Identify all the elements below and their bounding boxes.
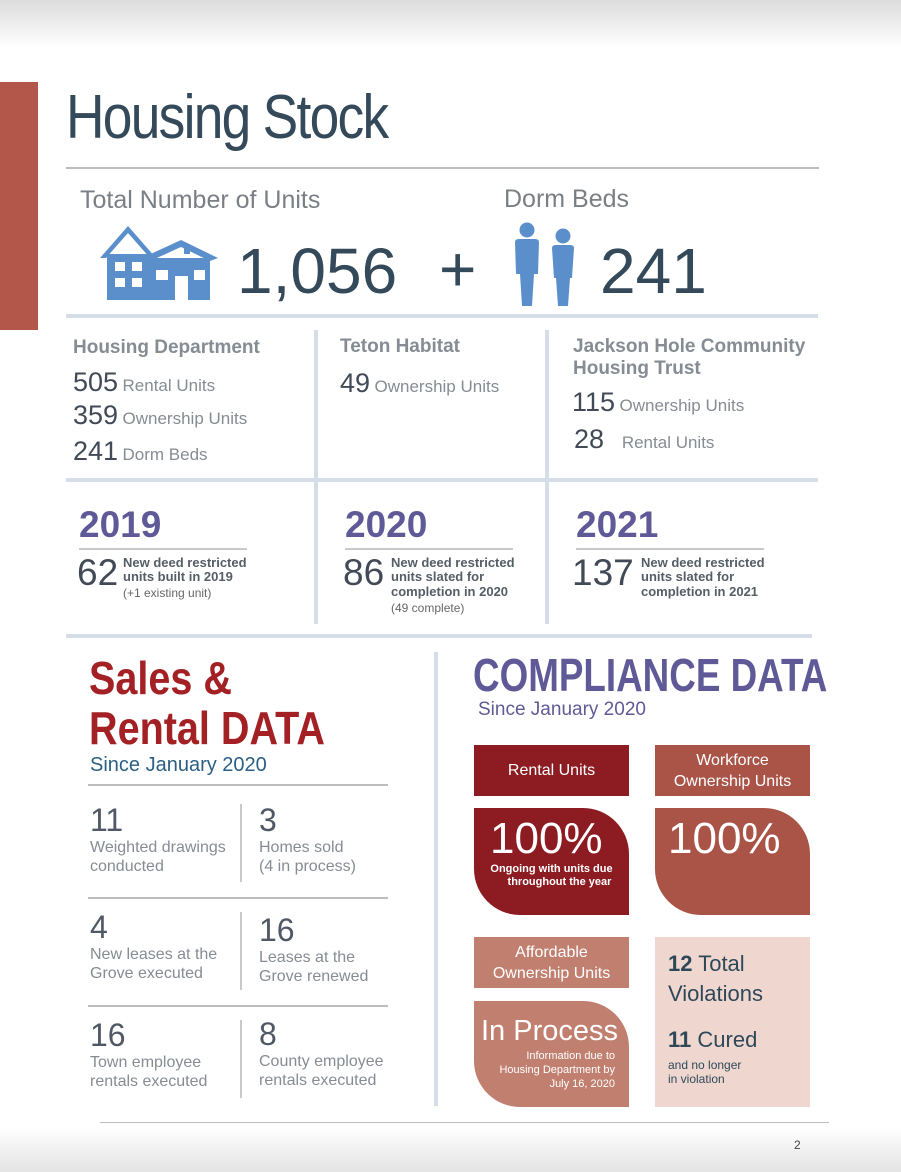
year-2021-number: 137 [572, 552, 634, 593]
total-units-value: 1,056 [237, 235, 398, 307]
teton-habitat-heading: Teton Habitat [340, 336, 460, 357]
sales-col-rule-3 [240, 1020, 242, 1098]
stat-number: 49 [340, 368, 371, 398]
accent-bar [0, 82, 38, 330]
year-2019-desc-2: units built in 2019 [123, 569, 233, 584]
year-2019-rule [79, 548, 247, 550]
violations-note-1: and no longer [668, 1058, 742, 1072]
year-2020-note: (49 complete) [391, 601, 465, 615]
stat-label: Dorm Beds [122, 445, 208, 464]
year-2021-desc-2: units slated for [641, 569, 735, 584]
house-icon [98, 224, 218, 302]
dorm-beds-label: Dorm Beds [504, 185, 630, 213]
affordable-text-2: Ownership Units [492, 964, 611, 982]
sales-rule-1 [88, 784, 388, 786]
column-divider-2 [545, 330, 549, 624]
rental-units-percent: 100% [490, 814, 603, 863]
stat-label: Ownership Units [619, 396, 745, 415]
cell-number: 8 [259, 1016, 277, 1052]
teton-habitat-ownership [340, 368, 499, 399]
affordable-text-1: Affordable [515, 943, 588, 961]
year-2020-desc-2: units slated for [391, 569, 485, 584]
rental-units-text: Rental Units [507, 762, 596, 779]
top-shadow [0, 0, 901, 48]
year-2021-desc-3: completion in 2021 [641, 584, 759, 599]
stat-number: 28 [574, 424, 605, 454]
sales-rule-3 [88, 1005, 388, 1007]
sales-since: Since January 2020 [90, 754, 267, 776]
page-number: 2 [794, 1138, 801, 1152]
year-2021-rule [576, 548, 764, 550]
violations-cured-label: Cured [697, 1027, 758, 1052]
people-icon [512, 222, 582, 306]
title-divider [66, 167, 819, 169]
stat-number: 359 [73, 400, 119, 430]
cell-label: New leases at the [90, 946, 218, 963]
cell-number: 4 [90, 909, 108, 945]
year-2020-desc-1: New deed restricted [391, 555, 515, 570]
section-divider [66, 634, 812, 638]
rental-units-label [474, 745, 629, 796]
footer-rule [100, 1122, 829, 1123]
violations-note-2: in violation [668, 1072, 725, 1086]
rental-units-note-1: Ongoing with units due [490, 863, 613, 875]
affordable-note-1: Information due to [526, 1050, 615, 1062]
cell-label: Town employee [90, 1054, 202, 1071]
affordable-note-2: Housing Department by [499, 1064, 615, 1076]
cell-label: County employee [259, 1053, 384, 1070]
sales-title-1: Sales & [89, 652, 232, 704]
cell-number: 16 [259, 912, 295, 948]
year-2020-number: 86 [343, 552, 385, 593]
housing-dept-ownership [73, 400, 247, 431]
rental-units-card [474, 808, 629, 915]
housing-department-heading: Housing Department [73, 337, 260, 358]
violations-total-label: Total [698, 951, 745, 976]
violations-label: Violations [668, 981, 763, 1006]
workforce-text-1: Workforce [696, 751, 769, 769]
year-2020: 2020 [345, 504, 428, 545]
sales-rule-2 [88, 897, 388, 899]
violations-card [655, 937, 810, 1107]
cell-label: Grove renewed [259, 968, 369, 985]
affordable-status: In Process [481, 1015, 618, 1047]
cell-label: (4 in process) [259, 858, 356, 875]
affordable-card [474, 1001, 629, 1107]
stat-label: Rental Units [122, 376, 216, 395]
workforce-text-2: Ownership Units [673, 772, 792, 790]
violations-cured [668, 1027, 757, 1053]
sales-cell-drawings [90, 802, 226, 876]
compliance-since: Since January 2020 [478, 699, 646, 720]
stat-label: Ownership Units [374, 377, 500, 396]
year-2021: 2021 [576, 504, 659, 545]
orgs-divider [66, 478, 818, 482]
sales-cell-homes-sold [259, 802, 356, 876]
housing-dept-dorm [73, 436, 208, 467]
affordable-note-3: July 16, 2020 [549, 1078, 615, 1090]
page-title: Housing Stock [66, 83, 388, 152]
stat-number: 115 [572, 387, 616, 417]
sales-cell-new-leases [90, 909, 217, 983]
sales-title-2: Rental DATA [89, 702, 325, 754]
housing-dept-rental [73, 367, 215, 398]
year-2020-rule [345, 548, 513, 550]
center-divider [434, 652, 438, 1106]
workforce-percent: 100% [668, 814, 781, 863]
rental-units-note-2: throughout the year [507, 876, 612, 888]
total-units-label: Total Number of Units [80, 186, 321, 214]
workforce-card [655, 808, 810, 915]
community-trust-heading-2: Housing Trust [573, 358, 701, 379]
community-trust-heading-1: Jackson Hole Community [573, 336, 806, 357]
cell-number: 3 [259, 802, 277, 838]
cell-number: 11 [90, 802, 124, 838]
year-2019-note: (+1 existing unit) [123, 586, 212, 600]
cell-label: Leases at the [259, 949, 356, 966]
affordable-label [474, 937, 629, 988]
sales-cell-renewed [259, 912, 368, 986]
cell-number: 16 [90, 1017, 126, 1053]
cell-label: rentals executed [259, 1072, 377, 1089]
cell-label: Homes sold [259, 839, 344, 856]
plus-sign: + [439, 233, 477, 305]
workforce-label [655, 745, 810, 796]
stat-label: Ownership Units [122, 409, 248, 428]
sales-cell-town-rentals [90, 1017, 207, 1091]
stat-number: 241 [73, 436, 119, 466]
community-trust-rental [574, 424, 714, 455]
year-2019: 2019 [79, 504, 162, 545]
dorm-beds-value: 241 [600, 235, 707, 307]
sales-col-rule-1 [240, 804, 242, 882]
violations-total [668, 951, 745, 977]
year-2021-desc-1: New deed restricted [641, 555, 765, 570]
sales-cell-county-rentals [259, 1016, 384, 1090]
community-trust-ownership [572, 387, 744, 418]
totals-divider [66, 314, 818, 318]
cell-label: rentals executed [90, 1073, 208, 1090]
cell-label: Weighted drawings [90, 839, 226, 856]
compliance-title: COMPLIANCE DATA [473, 649, 828, 701]
cell-label: Grove executed [90, 965, 203, 982]
stat-label: Rental Units [621, 433, 715, 452]
stat-number: 505 [73, 367, 119, 397]
violations-total-number: 12 [668, 951, 693, 976]
bottom-shadow [0, 1128, 901, 1172]
sales-col-rule-2 [240, 912, 242, 990]
violations-cured-number: 11 [668, 1027, 692, 1052]
column-divider-1 [314, 330, 318, 624]
year-2019-desc-1: New deed restricted [123, 555, 247, 570]
year-2019-number: 62 [77, 552, 119, 593]
year-2020-desc-3: completion in 2020 [391, 584, 509, 599]
cell-label: conducted [90, 858, 164, 875]
